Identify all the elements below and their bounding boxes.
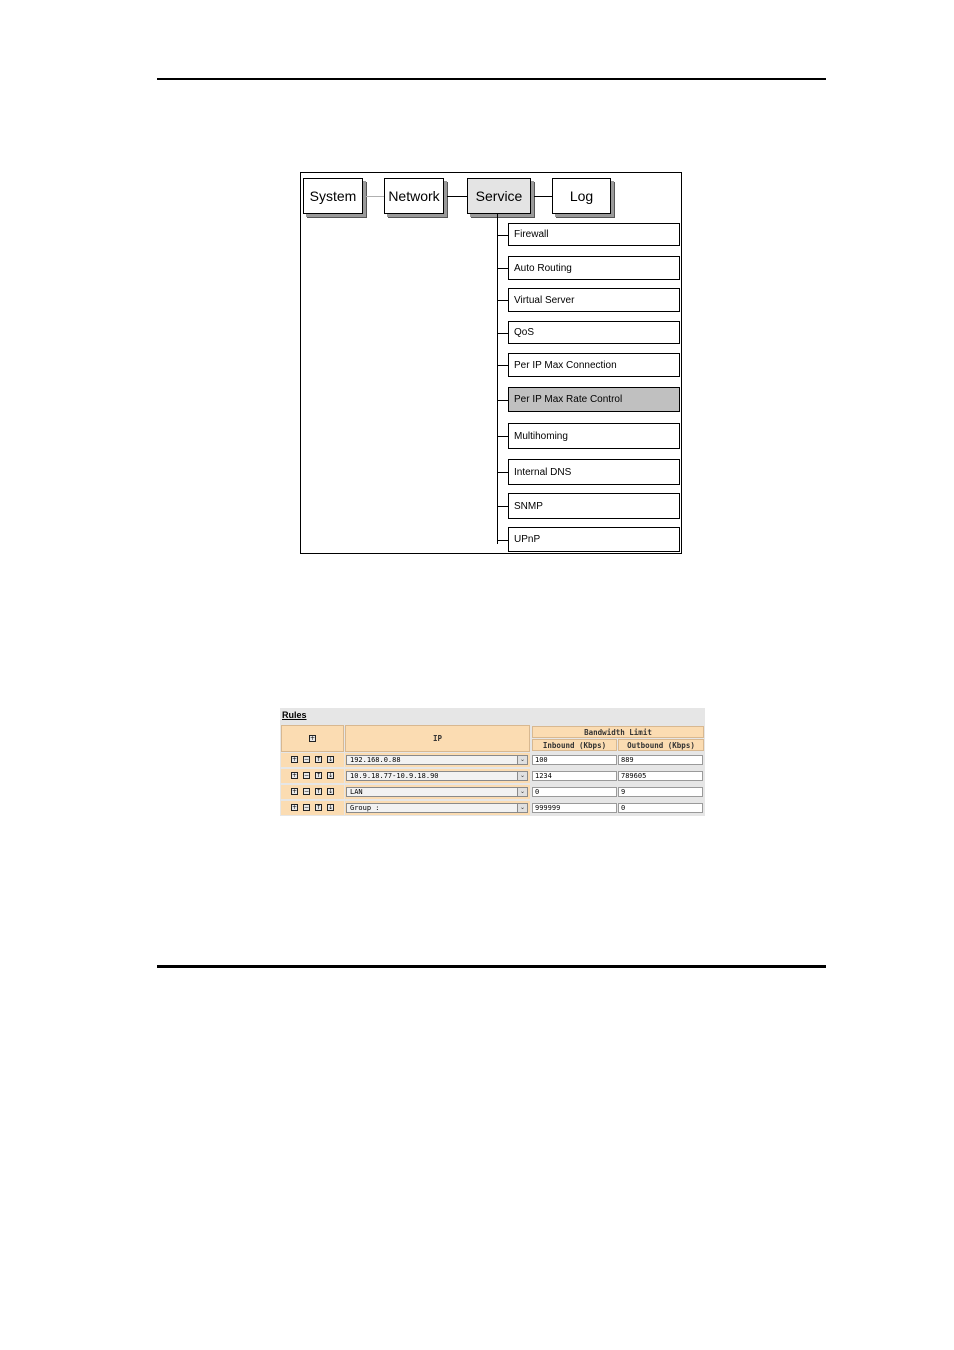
chevron-down-icon[interactable]: ⌄ xyxy=(517,804,527,812)
insert-row-icon[interactable]: + xyxy=(292,756,298,763)
insert-row-icon[interactable]: + xyxy=(292,772,298,779)
chevron-down-icon[interactable]: ⌄ xyxy=(517,772,527,780)
submenu-item-snmp[interactable]: SNMP xyxy=(508,493,680,519)
move-up-icon[interactable]: ↑ xyxy=(316,772,322,779)
outbound-input[interactable]: 789605 xyxy=(618,771,703,781)
submenu-trunk-line xyxy=(497,214,498,544)
submenu-item-upnp[interactable]: UPnP xyxy=(508,527,680,552)
connector-network-service xyxy=(447,196,467,197)
row-actions-cell xyxy=(281,785,344,799)
submenu-tick xyxy=(497,365,508,366)
outbound-input[interactable]: 889 xyxy=(618,755,703,765)
submenu-tick xyxy=(497,472,508,473)
ip-select-value: 10.9.18.77-10.9.18.90 xyxy=(350,772,439,780)
move-up-icon[interactable]: ↑ xyxy=(316,756,322,763)
row-actions-cell xyxy=(281,769,344,783)
row-ip-cell xyxy=(345,785,530,799)
log-button[interactable]: Log xyxy=(552,178,611,214)
submenu-tick xyxy=(497,235,508,236)
ip-select[interactable] xyxy=(346,771,528,781)
row-ip-cell xyxy=(345,753,530,767)
remove-row-icon[interactable]: − xyxy=(304,804,310,811)
row-ip-cell xyxy=(345,769,530,783)
submenu-item-internal-dns[interactable]: Internal DNS xyxy=(508,459,680,485)
header-inbound: Inbound (Kbps) xyxy=(532,739,617,751)
submenu-tick xyxy=(497,333,508,334)
chevron-down-icon[interactable]: ⌄ xyxy=(517,756,527,764)
submenu-item-multihoming[interactable]: Multihoming xyxy=(508,423,680,449)
chevron-down-icon[interactable]: ⌄ xyxy=(517,788,527,796)
rules-title: Rules xyxy=(282,710,307,720)
submenu-item-virtual-server[interactable]: Virtual Server xyxy=(508,288,680,312)
ip-select-value: Group : xyxy=(350,804,380,812)
move-down-icon[interactable]: ↓ xyxy=(328,756,334,763)
header-outbound: Outbound (Kbps) xyxy=(618,739,704,751)
row-actions-cell xyxy=(281,801,344,815)
submenu-tick xyxy=(497,300,508,301)
header-ip: IP xyxy=(345,725,530,752)
submenu-tick xyxy=(497,506,508,507)
connector-system-network xyxy=(366,196,384,197)
inbound-input[interactable]: 1234 xyxy=(532,771,617,781)
submenu-tick xyxy=(497,436,508,437)
move-up-icon[interactable]: ↑ xyxy=(316,804,322,811)
ip-select[interactable] xyxy=(346,803,528,813)
ip-select[interactable] xyxy=(346,787,528,797)
inbound-input[interactable]: 100 xyxy=(532,755,617,765)
submenu-item-per-ip-max-rate-control[interactable]: Per IP Max Rate Control xyxy=(508,387,680,412)
submenu-item-firewall[interactable]: Firewall xyxy=(508,223,680,246)
ip-select-value: LAN xyxy=(350,788,363,796)
move-down-icon[interactable]: ↓ xyxy=(328,788,334,795)
move-up-icon[interactable]: ↑ xyxy=(316,788,322,795)
top-rule xyxy=(157,78,826,80)
system-button[interactable]: System xyxy=(303,178,363,214)
row-ip-cell xyxy=(345,801,530,815)
move-down-icon[interactable]: ↓ xyxy=(328,804,334,811)
submenu-item-qos[interactable]: QoS xyxy=(508,321,680,344)
submenu-tick xyxy=(497,268,508,269)
submenu-item-per-ip-max-connection[interactable]: Per IP Max Connection xyxy=(508,353,680,377)
bottom-rule xyxy=(157,965,826,968)
outbound-input[interactable]: 9 xyxy=(618,787,703,797)
network-button[interactable]: Network xyxy=(384,178,444,214)
remove-row-icon[interactable]: − xyxy=(304,788,310,795)
service-button[interactable]: Service xyxy=(467,178,531,214)
remove-row-icon[interactable]: − xyxy=(304,756,310,763)
connector-service-log xyxy=(534,196,552,197)
move-down-icon[interactable]: ↓ xyxy=(328,772,334,779)
ip-select[interactable] xyxy=(346,755,528,765)
rules-panel xyxy=(280,708,705,816)
inbound-input[interactable]: 999999 xyxy=(532,803,617,813)
ip-select-value: 192.168.0.88 xyxy=(350,756,401,764)
inbound-input[interactable]: 0 xyxy=(532,787,617,797)
insert-row-icon[interactable]: + xyxy=(292,788,298,795)
submenu-tick xyxy=(497,540,508,541)
submenu-tick xyxy=(497,400,508,401)
insert-row-icon[interactable]: + xyxy=(292,804,298,811)
submenu-item-auto-routing[interactable]: Auto Routing xyxy=(508,256,680,280)
header-bandwidth-limit: Bandwidth Limit xyxy=(532,726,704,738)
header-actions-cell xyxy=(281,725,344,752)
row-actions-cell xyxy=(281,753,344,767)
remove-row-icon[interactable]: − xyxy=(304,772,310,779)
add-rule-icon[interactable]: + xyxy=(310,735,316,742)
outbound-input[interactable]: 0 xyxy=(618,803,703,813)
